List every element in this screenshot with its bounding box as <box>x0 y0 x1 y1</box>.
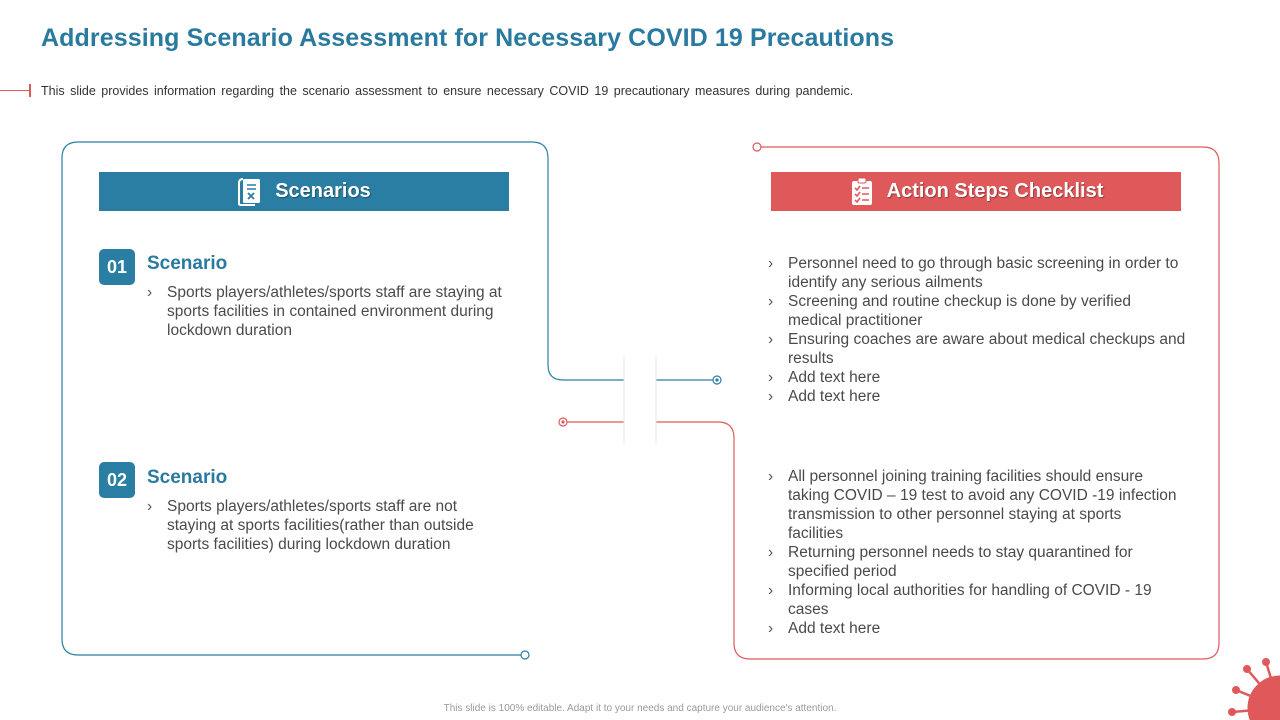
clipboard-checklist-icon <box>849 177 875 207</box>
page-title: Addressing Scenario Assessment for Necessary COVID 19 Precautions <box>41 24 895 52</box>
frame-start-dot <box>753 143 761 151</box>
list-item: › Add text here <box>768 387 1188 406</box>
action-steps-group-1 <box>768 254 1188 406</box>
list-item: › Informing local authorities for handling of COVID - 19 cases <box>768 581 1178 619</box>
list-item: › Returning personnel needs to stay quarantined for specified period <box>768 543 1178 581</box>
actions-header <box>771 172 1181 211</box>
list-item: › Personnel need to go through basic screening in order to identify any serious ailments <box>768 254 1188 292</box>
list-item: › Screening and routine checkup is done by verified medical practitioner <box>768 292 1188 330</box>
frame-end-dot <box>521 651 529 659</box>
list-item: › All personnel joining training facilities should ensure taking COVID – 19 test to avoid any COVID -19 infection transmission to other personnel staying at sports facilities <box>768 467 1178 543</box>
action-steps-group-2 <box>768 467 1178 638</box>
footer-note: This slide is 100% editable. Adapt it to your needs and capture your audience's attention. <box>443 703 837 714</box>
scenario-bullets <box>147 497 497 554</box>
actions-header-label: Action Steps Checklist <box>886 180 1104 202</box>
list-item: › Ensuring coaches are aware about medical checkups and results <box>768 330 1188 368</box>
page-subtitle: This slide provides information regarding the scenario assessment to ensure necessary COVID 19 precautionary measures during pandemic. <box>41 84 854 98</box>
scenario-title: Scenario <box>147 467 228 488</box>
scenarios-header <box>99 172 509 211</box>
scenarios-header-label: Scenarios <box>275 180 371 202</box>
list-item: › Sports players/athletes/sports staff are staying at sports facilities in contained environment during lockdown duration <box>147 283 507 340</box>
connector-gap <box>624 356 656 444</box>
list-item: › Add text here <box>768 368 1188 387</box>
list-item: › Add text here <box>768 619 1178 638</box>
scenarios-frame <box>62 142 717 655</box>
scenario-number-badge: 01 <box>99 249 135 285</box>
list-item: › Sports players/athletes/sports staff are not staying at sports facilities(rather than outside sports facilities) during lockdown duration <box>147 497 497 554</box>
scenario-number-badge: 02 <box>99 462 135 498</box>
scenario-bullets <box>147 283 507 340</box>
scenario-title: Scenario <box>147 253 228 274</box>
document-icon <box>237 177 263 207</box>
